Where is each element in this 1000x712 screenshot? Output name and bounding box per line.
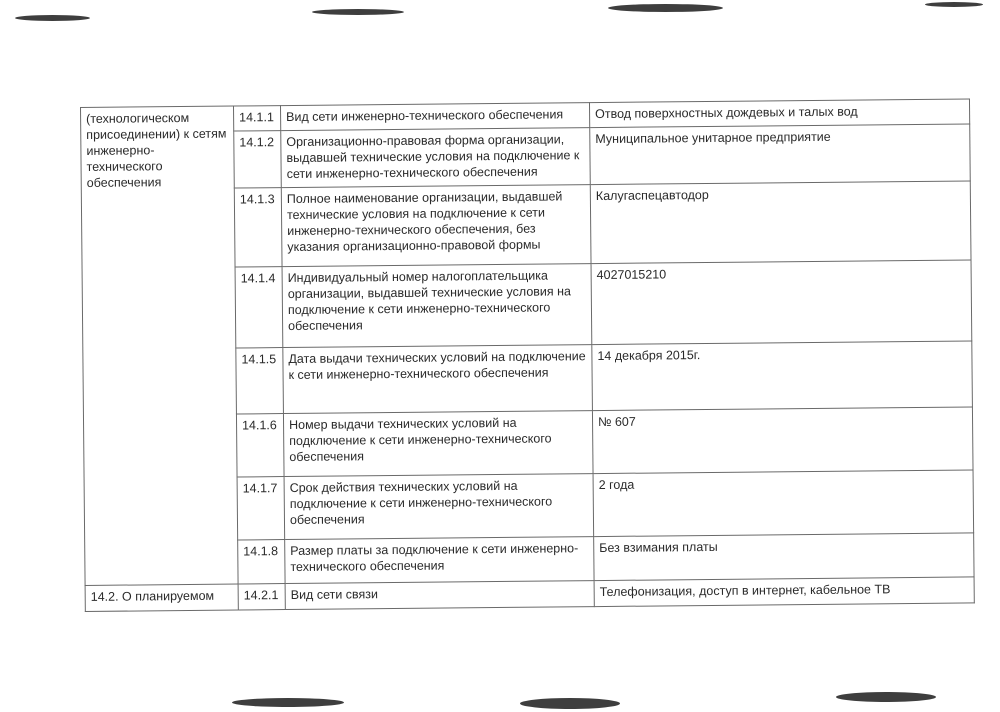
item-number: 14.1.2 bbox=[234, 131, 282, 188]
section-cell: (технологическом присоединении) к сетям инженерно-технического обеспечения bbox=[81, 106, 239, 585]
item-value: 2 года bbox=[593, 470, 974, 537]
scan-artifact-top-far-right bbox=[925, 2, 983, 7]
item-value: 4027015210 bbox=[591, 260, 972, 345]
item-name: Организационно-правовая форма организации, выдавшей технические условия на подключение к сети инженерно-технического обеспечения bbox=[281, 128, 591, 188]
item-name: Номер выдачи технических условий на подключение к сети инженерно-технического обеспечения bbox=[283, 411, 593, 477]
item-value: Калугаспецавтодор bbox=[590, 181, 971, 264]
scan-artifact-bottom-center bbox=[520, 698, 620, 709]
item-value: № 607 bbox=[592, 407, 973, 474]
item-name: Индивидуальный номер налогоплательщика организации, выдавшей технические условия на подключение к сети инженерно-технического обеспечения bbox=[282, 264, 592, 348]
scan-artifact-top-left bbox=[15, 15, 90, 21]
document-table bbox=[80, 98, 975, 612]
item-value: Без взимания платы bbox=[594, 533, 974, 581]
item-number: 14.1.3 bbox=[234, 188, 282, 267]
scan-artifact-top-center bbox=[312, 9, 404, 15]
item-number: 14.1.4 bbox=[235, 267, 283, 348]
item-name: Вид сети связи bbox=[285, 581, 594, 610]
item-name: Срок действия технических условий на подключение к сети инженерно-технического обеспечения bbox=[284, 474, 594, 540]
item-name: Размер платы за подключение к сети инженерно-технического обеспечения bbox=[285, 537, 594, 584]
scan-artifact-bottom-right bbox=[836, 692, 936, 702]
item-number: 14.1.8 bbox=[238, 540, 285, 584]
item-value: Муниципальное унитарное предприятие bbox=[590, 124, 971, 185]
item-number: 14.1.7 bbox=[237, 477, 285, 540]
item-name: Полное наименование организации, выдавшей технические условия на подключение к сети инженерно-технического обеспечения, без указания организационно-правовой формы bbox=[281, 185, 591, 267]
scan-artifact-bottom-left bbox=[232, 698, 344, 707]
item-name: Вид сети инженерно-технического обеспечения bbox=[280, 103, 589, 131]
item-value: Телефонизация, доступ в интернет, кабельное ТВ bbox=[594, 577, 974, 607]
item-value: Отвод поверхностных дождевых и талых вод bbox=[589, 99, 969, 128]
item-number: 14.1.1 bbox=[233, 106, 280, 131]
section-cell: 14.2. О планируемом bbox=[85, 584, 238, 611]
item-number: 14.2.1 bbox=[238, 584, 285, 610]
scan-artifact-top-right bbox=[608, 4, 723, 12]
item-value: 14 декабря 2015г. bbox=[592, 341, 973, 411]
item-number: 14.1.5 bbox=[236, 348, 284, 414]
item-number: 14.1.6 bbox=[236, 414, 284, 477]
item-name: Дата выдачи технических условий на подключение к сети инженерно-технического обеспечения bbox=[283, 345, 593, 414]
